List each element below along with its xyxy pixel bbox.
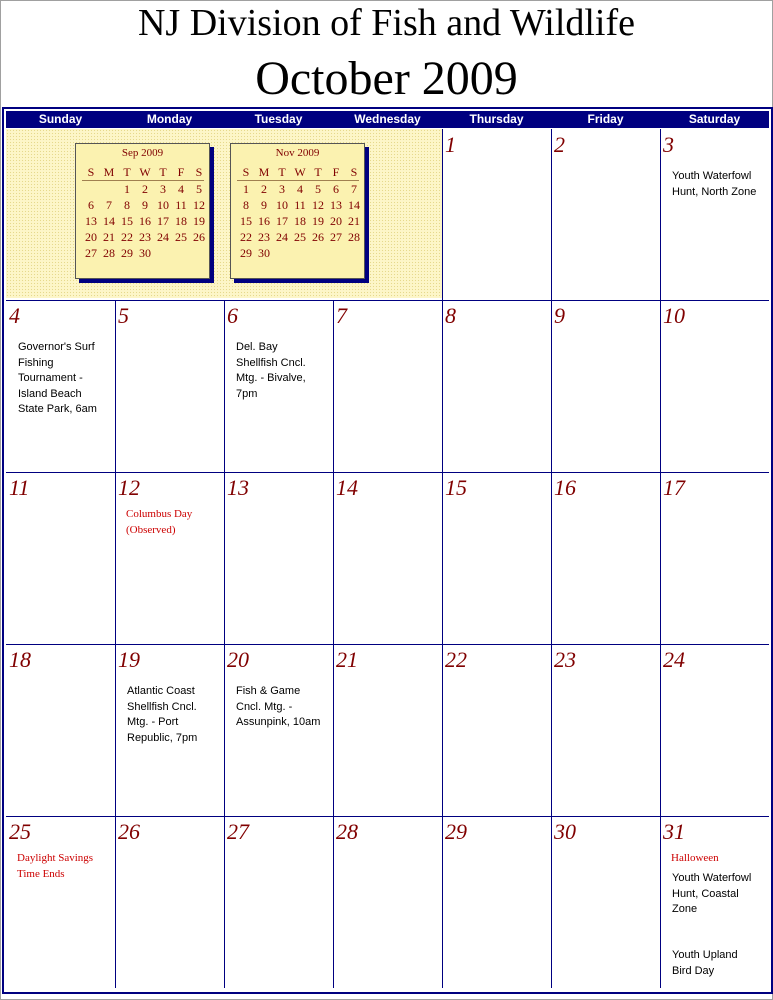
mini-day [327,245,345,261]
mini-day: 21 [103,230,115,244]
day-number: 21 [336,647,358,672]
mini-day: 30 [139,246,151,260]
day-number: 18 [9,647,31,672]
holiday-label: Halloween [671,852,719,864]
mini-week-row [82,213,204,229]
mini-day: 5 [315,182,321,196]
day-number: 28 [336,819,358,844]
weekday-sunday: Sunday [38,112,83,126]
mini-day: 11 [175,198,187,212]
mini-day: 28 [103,246,115,260]
day-number: 5 [118,303,129,328]
event-text: Youth Upland Bird Day [672,949,738,977]
mini-weekday-row [237,164,359,181]
day-number: 17 [663,475,685,500]
holiday-label: Daylight Savings Time Ends [17,852,94,880]
day-number: 8 [445,303,456,328]
mini-day: 21 [348,214,360,228]
mini-day: 3 [279,182,285,196]
mini-day [291,245,309,261]
mini-weekday-row [82,164,204,181]
mini-day: 24 [157,230,169,244]
day-number: 14 [336,475,358,500]
mini-weekday: M [258,165,270,179]
grid-column-line [660,129,661,988]
day-number: 16 [554,475,576,500]
day-number: 24 [663,647,685,672]
grid-row-line [6,816,769,817]
mini-weekday: S [195,165,203,179]
mini-day [273,245,291,261]
mini-day: 17 [157,214,169,228]
weekday-tuesday: Tuesday [254,112,303,126]
mini-week-row [237,213,359,229]
page-title: NJ Division of Fish and Wildlife [137,2,636,44]
mini-day: 4 [297,182,303,196]
mini-day: 29 [240,246,252,260]
mini-day: 11 [294,198,306,212]
mini-day [345,245,363,261]
mini-calendar-sep-2009 [75,143,210,279]
grid-column-line [224,300,225,988]
mini-day: 23 [139,230,151,244]
mini-day: 13 [85,214,97,228]
mini-day: 19 [193,214,205,228]
mini-day: 6 [88,198,94,212]
mini-day: 8 [124,198,130,212]
mini-day: 1 [243,182,249,196]
grid-column-line [333,300,334,988]
mini-day: 3 [160,182,166,196]
grid-column-line [551,129,552,988]
holiday-label: Columbus Day (Observed) [126,508,193,536]
mini-day: 20 [85,230,97,244]
mini-day: 16 [139,214,151,228]
weekday-saturday: Saturday [688,112,741,126]
mini-week-row [237,229,359,245]
mini-weekday: S [242,165,250,179]
day-number: 3 [663,132,674,157]
mini-calendar-grid [82,164,204,261]
day-number: 10 [663,303,685,328]
mini-day [154,245,172,261]
mini-day: 4 [178,182,184,196]
mini-day: 10 [157,198,169,212]
event-text: Fish & Game Cncl. Mtg. - Assunpink, 10am [236,685,321,728]
mini-day: 25 [175,230,187,244]
day-number: 19 [118,647,140,672]
mini-day: 5 [196,182,202,196]
mini-day: 12 [193,198,205,212]
mini-day: 15 [121,214,133,228]
mini-calendar-nov-2009 [230,143,365,279]
mini-day [172,245,190,261]
event-text: Atlantic Coast Shellfish Cncl. Mtg. - Port Republic, 7pm [127,685,198,744]
day-number: 9 [554,303,565,328]
mini-weekday: S [87,165,95,179]
mini-day: 22 [121,230,133,244]
mini-weekday: T [123,165,131,179]
day-number: 27 [227,819,249,844]
mini-day: 26 [312,230,324,244]
day-number: 2 [554,132,565,157]
mini-day: 14 [103,214,115,228]
weekday-monday: Monday [146,112,193,126]
mini-day [309,245,327,261]
day-number: 13 [227,475,249,500]
mini-day: 2 [261,182,267,196]
day-number: 31 [663,819,685,844]
mini-weekday: W [139,165,151,179]
event-text: Youth Waterfowl Hunt, North Zone [672,170,757,198]
mini-day: 22 [240,230,252,244]
mini-day: 19 [312,214,324,228]
mini-calendar-title: Nov 2009 [275,147,320,159]
day-number: 6 [227,303,238,328]
mini-day: 7 [351,182,357,196]
month-title: October 2009 [255,52,518,105]
mini-day: 13 [330,198,342,212]
mini-week-row [82,229,204,245]
mini-weekday: F [332,165,340,179]
mini-weekday: T [314,165,322,179]
day-number: 30 [554,819,576,844]
mini-day: 26 [193,230,205,244]
mini-weekday: F [177,165,185,179]
day-number: 23 [554,647,576,672]
mini-day [100,181,118,197]
mini-day: 12 [312,198,324,212]
grid-row-line [6,300,769,301]
mini-week-row [237,245,359,261]
day-number: 4 [9,303,20,328]
day-number: 22 [445,647,467,672]
mini-day [82,181,100,197]
event-text: Del. Bay Shellfish Cncl. Mtg. - Bivalve, 7pm [236,341,306,400]
mini-day: 29 [121,246,133,260]
mini-weekday: M [103,165,115,179]
weekday-thursday: Thursday [469,112,524,126]
mini-day: 27 [330,230,342,244]
mini-day: 9 [142,198,148,212]
day-number: 11 [9,475,30,500]
mini-day: 27 [85,246,97,260]
mini-day: 15 [240,214,252,228]
mini-day: 20 [330,214,342,228]
mini-weekday: S [350,165,358,179]
mini-day: 8 [243,198,249,212]
event-text: Governor's Surf Fishing Tournament - Island Beach State Park, 6am [18,341,97,415]
mini-calendars-area [6,129,442,298]
mini-week-row [82,197,204,213]
mini-calendar-title: Sep 2009 [121,147,164,159]
mini-day: 17 [276,214,288,228]
mini-day: 10 [276,198,288,212]
day-number: 12 [118,475,140,500]
mini-day: 14 [348,198,360,212]
mini-day: 18 [294,214,306,228]
grid-row-line [6,644,769,645]
mini-week-row [237,181,359,197]
event-text: Youth Waterfowl Hunt, Coastal Zone [672,872,752,915]
weekday-header [6,111,769,128]
mini-week-row [82,245,204,261]
day-number: 25 [9,819,31,844]
mini-day: 30 [258,246,270,260]
weekday-wednesday: Wednesday [354,112,421,126]
mini-day: 7 [106,198,112,212]
mini-day: 9 [261,198,267,212]
mini-day: 16 [258,214,270,228]
grid-row-line [6,472,769,473]
day-number: 1 [445,132,456,157]
mini-day: 23 [258,230,270,244]
mini-day: 28 [348,230,360,244]
mini-day: 1 [124,182,130,196]
mini-day: 25 [294,230,306,244]
day-number: 15 [445,475,467,500]
weekday-friday: Friday [587,112,624,126]
mini-day [190,245,208,261]
mini-day: 24 [276,230,288,244]
grid-column-line [442,129,443,988]
mini-calendar-grid [237,164,359,261]
day-number: 29 [445,819,467,844]
grid-column-line [115,300,116,988]
mini-day: 2 [142,182,148,196]
month-calendar [2,107,773,994]
mini-day: 18 [175,214,187,228]
mini-week-row [237,197,359,213]
day-number: 26 [118,819,140,844]
mini-week-row [82,181,204,197]
mini-weekday: T [159,165,167,179]
day-number: 7 [336,303,347,328]
mini-weekday: T [278,165,286,179]
day-number: 20 [227,647,249,672]
mini-day: 6 [333,182,339,196]
mini-weekday: W [294,165,306,179]
